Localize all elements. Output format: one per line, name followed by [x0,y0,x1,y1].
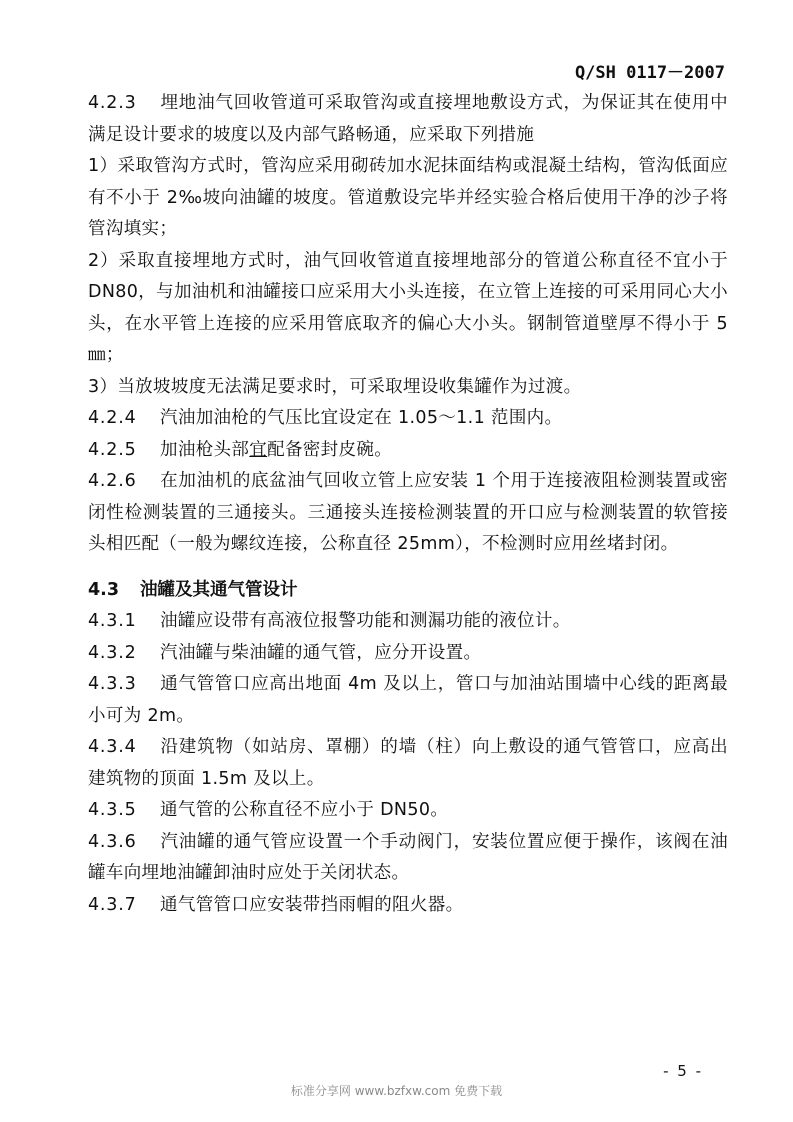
clause-text: 汽油罐与柴油罐的通气管，应分开设置。 [160,642,482,663]
clause-4-3-2 [88,638,728,670]
section-number: 4.3 [88,579,120,600]
clause-number: 4.3.4 [88,737,137,757]
clause-number: 4.2.3 [88,93,137,113]
clause-4-2-5 [88,435,728,467]
clause-4-2-3 [88,88,728,151]
clause-4-3-4 [88,732,728,795]
clause-text: 通气管的公称直径不应小于 DN50。 [160,800,449,820]
clause-text: 加油枪头部 [160,439,250,460]
clause-number: 4.3.6 [88,831,137,852]
clause-4-2-6 [88,466,728,561]
document-body [88,88,728,921]
clause-4-3-3 [88,669,728,732]
clause-text: 通气管管口应安装带挡雨帽的阻火器。 [160,894,464,915]
measure-item-3 [88,372,728,404]
clause-4-3-1 [88,606,728,638]
clause-text: 沿建筑物（如站房、罩棚）的墙（柱）向上敷设的通气管管口，应高出建筑物的顶面 1.5m 及以上。 [88,737,728,789]
clause-text: 汽油罐的通气管应设置一个手动阀门，安装位置应便于操作，该阀在油罐车向埋地油罐卸油时应处于关闭状态。 [88,831,728,883]
clause-4-2-4 [88,403,728,435]
clause-text: 埋地油气回收管道可采取管沟或直接埋地敷设方式，为保证其在使用中满足设计要求的坡度以及内部气路畅通，应采取下列措施 [88,93,728,145]
clause-number: 4.2.5 [88,439,137,460]
clause-number: 4.2.4 [88,408,137,428]
clause-number: 4.2.6 [88,471,137,491]
clause-4-3-6 [88,827,728,890]
clause-text: 在加油机的底盆油气回收立管上应安装 1 个用于连接液阻检测装置或密闭性检测装置的三通接头。三通接头连接检测装置的开口应与检测装置的软管接头相匹配（一般为螺纹连接，公称直径 25mm），不检测时应用丝堵封闭。 [88,471,728,554]
footer-watermark: 标准分享网 www.bzfxw.com 免费下载 [290,1084,503,1098]
clause-number: 4.3.2 [88,642,137,663]
measure-item-1 [88,151,728,246]
clause-text: 3）当放坡坡度无法满足要求时，可采取埋设收集罐作为过渡。 [88,376,582,397]
clause-number: 4.3.5 [88,800,137,820]
clause-number: 4.3.1 [88,611,137,631]
section-title: 油罐及其通气管设计 [140,579,298,600]
clause-text: 通气管管口应高出地面 4m 及以上，管口与加油站围墙中心线的距离最小可为 2m。 [88,674,728,726]
clause-number: 4.3.7 [88,894,137,915]
clause-text: 2）采取直接埋地方式时，油气回收管道直接埋地部分的管道公称直径不宜小于 DN80，与加油机和油罐接口应采用大小头连接，在立管上连接的可采用同心大小头，在水平管上连接的应采用管底取齐的偏心大小头。钢制管道壁厚不得小于 5 ㎜； [88,250,728,365]
section-heading-4-3 [88,575,728,607]
clause-text: 汽油加油枪的气压比宜设定在 1.05～1.1 范围内。 [160,408,563,428]
clause-text: 油罐应设带有高液位报警功能和测漏功能的液位计。 [160,611,571,631]
clause-4-3-7 [88,890,728,922]
measure-item-2 [88,246,728,372]
page-number: - 5 - [663,1062,703,1080]
clause-4-3-5 [88,795,728,827]
clause-text: 1）采取管沟方式时，管沟应采用砌砖加水泥抹面结构或混凝土结构，管沟低面应有不小于 2‰坡向油罐的坡度。管道敷设完毕并经实验合格后使用干净的沙子将管沟填实； [88,156,728,239]
underlined-text: 宜 [249,439,268,460]
document-code: Q/SH 0117－2007 [574,63,725,83]
clause-number: 4.3.3 [88,674,137,694]
clause-text: 配备密封皮碗。 [267,439,393,460]
